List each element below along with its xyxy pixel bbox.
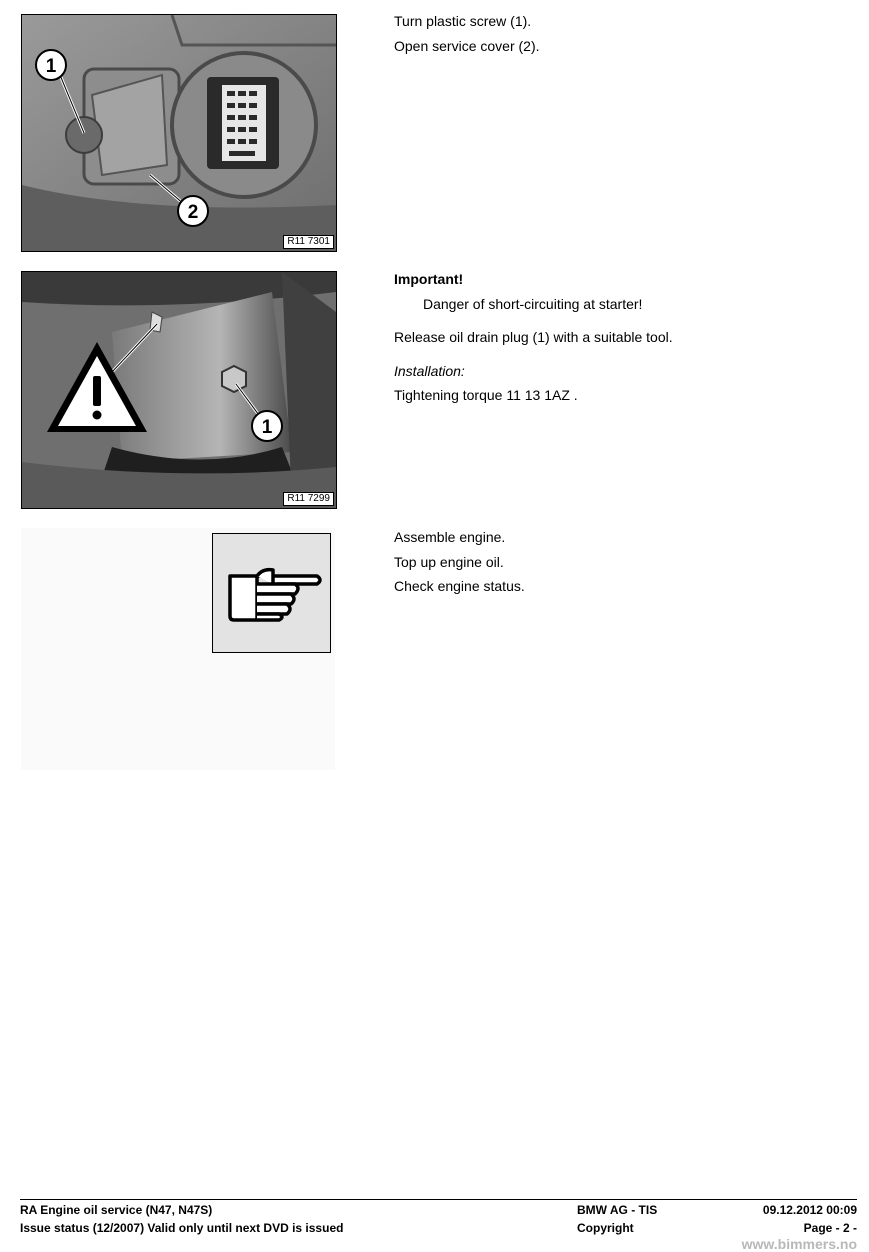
footer-title: RA Engine oil service (N47, N47S): [20, 1203, 213, 1217]
step-line: Release oil drain plug (1) with a suitable tool.: [394, 329, 673, 345]
service-cover-illustration: [22, 15, 336, 251]
pointing-hand-icon: [212, 533, 331, 653]
installation-label: Installation:: [394, 362, 465, 379]
step-line: Check engine status.: [394, 578, 525, 594]
figure-reference: R11 7301: [283, 235, 334, 249]
oil-drain-plug-illustration: [22, 272, 336, 508]
step-line: Assemble engine.: [394, 529, 506, 545]
step-line: Top up engine oil.: [394, 553, 504, 570]
service-cover-photo: [21, 14, 337, 252]
footer-page-number: Page - 2 -: [803, 1221, 857, 1235]
step-text-3: [394, 525, 525, 599]
callout-label: 1: [45, 56, 57, 77]
footer-issue-status: Issue status (12/2007) Valid only until next DVD is issued: [20, 1221, 344, 1235]
step-text-1: [394, 9, 540, 58]
step-text-2: [394, 267, 673, 408]
torque-spec: Tightening torque 11 13 1AZ .: [394, 387, 578, 403]
callout-label: 2: [187, 202, 199, 223]
step-line: Open service cover (2).: [394, 37, 540, 54]
footer-publisher: BMW AG - TIS: [577, 1203, 658, 1217]
oil-drain-plug-photo: [21, 271, 337, 509]
footer-datetime: 09.12.2012 00:09: [762, 1203, 857, 1217]
step-line: Turn plastic screw (1).: [394, 13, 532, 29]
footer-copyright: Copyright: [577, 1221, 634, 1235]
footer-divider: [20, 1199, 857, 1200]
watermark: www.bimmers.no: [741, 1236, 857, 1252]
callout-label: 1: [261, 417, 273, 438]
important-heading: Important!: [394, 271, 464, 287]
figure-reference: R11 7299: [283, 492, 334, 506]
important-text: Danger of short-circuiting at starter!: [423, 295, 643, 312]
